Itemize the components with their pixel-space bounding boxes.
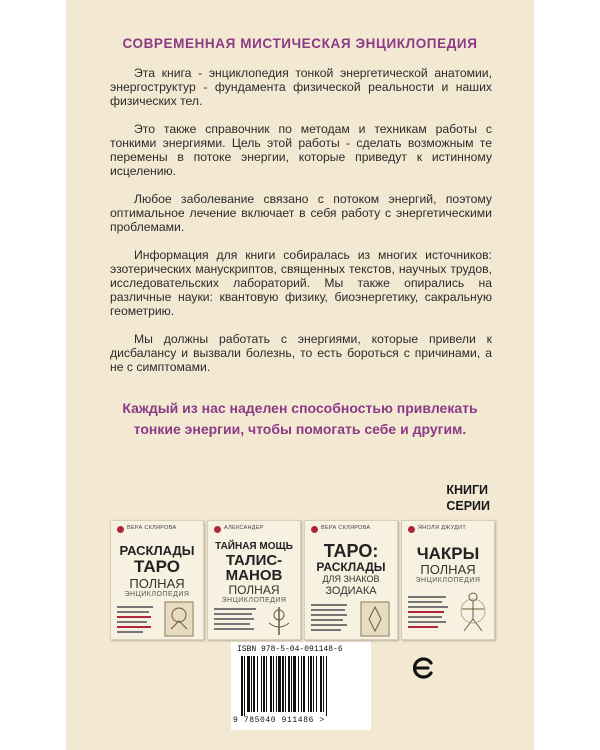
- book-title-line-1: ЧАКРЫ: [416, 544, 480, 563]
- book-blurb-lines-icon: [408, 595, 450, 635]
- barcode-bar: [266, 656, 267, 712]
- barcode-bar: [293, 656, 296, 712]
- barcode-bar: [263, 656, 265, 712]
- barcode-bar: [316, 656, 317, 712]
- barcode-bar: [278, 656, 281, 712]
- book-subtitle-2: ЭНЦИКЛОПЕДИЯ: [221, 597, 287, 604]
- barcode-bar: [276, 656, 277, 712]
- back-cover: [66, 0, 534, 750]
- talisman-illustration-icon: [262, 605, 296, 637]
- series-books-label: [446, 482, 490, 514]
- barcode-bar: [326, 656, 327, 716]
- barcode-bar: [253, 656, 255, 712]
- book-title-line-2: ТАРО: [134, 557, 180, 576]
- barcode-bar: [301, 656, 302, 712]
- book-title-line-1: ТАЙНАЯ МОЩЬ: [215, 541, 293, 552]
- book-cover-tarot-zodiac[interactable]: [304, 520, 398, 640]
- book-title-line-2: РАСКЛАДЫ: [316, 560, 386, 574]
- book-title-line-3: МАНОВ: [225, 567, 283, 584]
- tarot-card-illustration-icon: [159, 601, 199, 637]
- paragraph-3: Любое заболевание связано с потоком энергий, поэтому оптимальное лечение включает в себя работу с энергетическими проблемами.: [110, 192, 492, 234]
- paragraph-2: Это также справочник по методам и техникам работы с тонкими энергиями. Цель этой работы - сделать возможным те перемены в потоке энергии, которые приведут к истинному исцелению.: [110, 122, 492, 178]
- isbn-number: ISBN 978-5-04-091148-6: [237, 645, 343, 654]
- barcode-bar: [257, 656, 258, 712]
- book-title-line-1: РАСКЛАДЫ: [119, 543, 195, 558]
- book-subtitle: ПОЛНАЯ: [129, 576, 185, 591]
- barcode-bar: [247, 656, 250, 712]
- publisher-mark-icon: [214, 526, 221, 533]
- book-subtitle: ДЛЯ ЗНАКОВ: [322, 574, 380, 584]
- book-author: АЛЕКСАНДЕР: [224, 525, 264, 531]
- barcode-bar: [313, 656, 314, 712]
- book-title-line-1: ТАРО:: [323, 541, 379, 561]
- barcode-bar: [261, 656, 262, 712]
- barcode-bar: [244, 656, 245, 716]
- publisher-mark-icon: [117, 526, 124, 533]
- chakra-figure-illustration-icon: [454, 589, 492, 635]
- series-books: [110, 520, 494, 638]
- description-text: [110, 66, 492, 388]
- publisher-mark-icon: [311, 526, 318, 533]
- book-subtitle: ПОЛНАЯ: [420, 562, 476, 577]
- book-blurb-lines-icon: [214, 607, 258, 635]
- book-title-line-2: ТАЛИС-: [225, 552, 283, 569]
- book-cover-talismans[interactable]: [207, 520, 301, 640]
- book-cover-tarot-spreads[interactable]: [110, 520, 204, 640]
- barcode-bar: [298, 656, 299, 712]
- barcode-bar: [303, 656, 305, 712]
- book-author: ЯНОЛЯ ДЖУДИТ: [418, 525, 467, 531]
- barcode-bar: [308, 656, 309, 712]
- barcode-bar: [291, 656, 292, 712]
- series-header: СОВРЕМЕННАЯ МИСТИЧЕСКАЯ ЭНЦИКЛОПЕДИЯ: [122, 36, 478, 51]
- tagline-line-1: Каждый из нас наделен способностью привлекать: [122, 400, 478, 416]
- barcode-block: [231, 642, 371, 730]
- barcode-icon: [239, 656, 355, 716]
- book-author: ВЕРА СКЛЯРОВА: [127, 525, 177, 531]
- barcode-bar: [270, 656, 272, 712]
- barcode-bar: [251, 656, 252, 712]
- book-subtitle-2: ЭНЦИКЛОПЕДИЯ: [124, 591, 190, 598]
- barcode-digits: 9 785040 911486 >: [233, 716, 325, 725]
- barcode-bar: [288, 656, 290, 712]
- barcode-bar: [320, 656, 322, 712]
- book-cover-chakras[interactable]: [401, 520, 495, 640]
- paragraph-4: Информация для книги собиралась из многих источников: эзотерических манускриптов, священных текстов, научных трудов, исследовательских лабораторий. Мы также опирались на различные науки: квантовую физику, биоэнергетику, сакральную геометрию.: [110, 248, 492, 318]
- book-author: ВЕРА СКЛЯРОВА: [321, 525, 371, 531]
- paragraph-1: Эта книга - энциклопедия тонкой энергетической анатомии, энергоструктур - фундамента физической реальности и наших физических тел.: [110, 66, 492, 108]
- barcode-bar: [323, 656, 324, 712]
- tarot-card-illustration-icon: [355, 601, 395, 637]
- barcode-bar: [241, 656, 243, 716]
- paragraph-5: Мы должны работать с энергиями, которые привели к дисбалансу и вызвали болезнь, то есть бороться с причинами, а не с симптомами.: [110, 332, 492, 374]
- book-blurb-lines-icon: [117, 605, 155, 635]
- barcode-bar: [310, 656, 312, 712]
- book-blurb-lines-icon: [311, 603, 351, 635]
- book-subtitle-2: ЭНЦИКЛОПЕДИЯ: [415, 577, 481, 584]
- barcode-bar: [273, 656, 274, 712]
- publisher-mark-icon: [408, 526, 415, 533]
- book-subtitle: ПОЛНАЯ: [228, 583, 280, 597]
- tagline-line-2: тонкие энергии, чтобы помогать себе и другим.: [133, 421, 467, 437]
- series-label-line-1: КНИГИ: [446, 483, 489, 497]
- series-label-line-2: СЕРИИ: [446, 499, 490, 513]
- eksmo-logo-icon: [410, 655, 436, 681]
- tagline: [86, 398, 514, 440]
- barcode-bar: [285, 656, 286, 712]
- book-subtitle-2: ЗОДИАКА: [325, 585, 377, 597]
- barcode-bar: [282, 656, 284, 712]
